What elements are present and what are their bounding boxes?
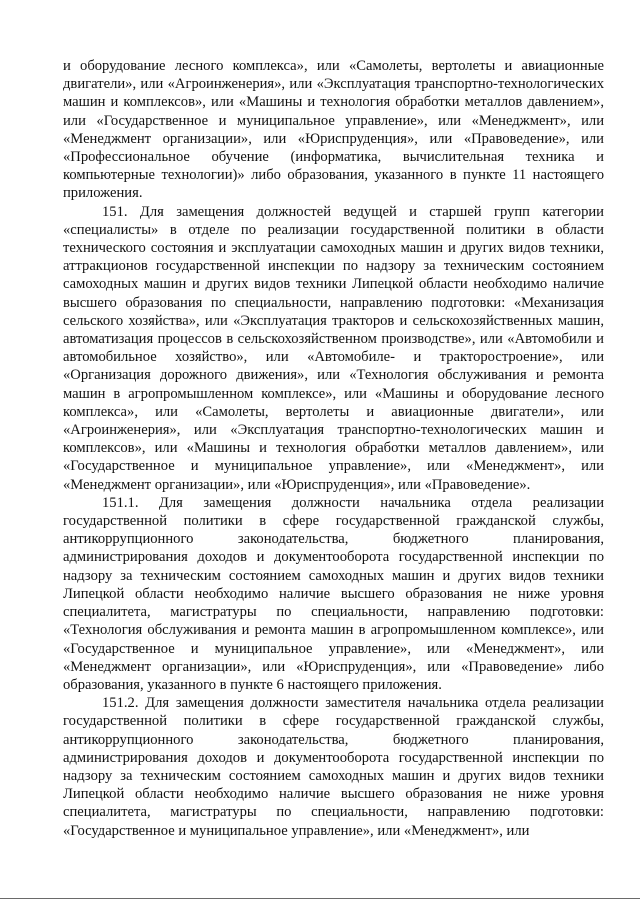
document-page: [63, 57, 604, 840]
paragraph-item-151: 151. Для замещения должностей ведущей и старшей групп категории «специалисты» в отделе по реализации государственной политики в области технического состояния и эксплуатации самоходных машин и других видов техники, аттракционов государственной инспекции по надзору за техническим состоянием самоходных машин и других видов техники Липецкой области необходимо наличие высшего образования по специальности, направлению подготовки: «Механизация сельского хозяйства», или «Эксплуатация тракторов и сельскохозяйственных машин, автоматизация процессов в сельскохозяйственном производстве», или «Автомобили и автомобильное хозяйство», или «Автомобиле- и тракторостроение», или «Организация дорожного движения», или «Технология обслуживания и ремонта машин в агропромышленном комплексе», или «Машины и оборудование лесного комплекса», или «Самолеты, вертолеты и авиационные двигатели», или «Агроинженерия», или «Эксплуатация транспортно-технологических машин и комплексов», или «Машины и технология обработки металлов давлением», или «Государственное и муниципальное управление», или «Менеджмент», или «Менеджмент организации», или «Юриспруденция», или «Правоведение».: [63, 203, 604, 493]
paragraph-item-151-1: 151.1. Для замещения должности начальника отдела реализации государственной политики в сфере государственной гражданской службы, антикоррупционного законодательства, бюджетного планирования, администрирования доходов и документооборота государственной инспекции по надзору за техническим состоянием самоходных машин и других видов техники Липецкой области необходимо наличие высшего образования не ниже уровня специалитета, магистратуры по специальности, направлению подготовки: «Технология обслуживания и ремонта машин в агропромышленном комплексе», или «Государственное и муниципальное управление», или «Менеджмент», или «Менеджмент организации», или «Юриспруденция», или «Правоведение» либо образования, указанного в пункте 6 настоящего приложения.: [63, 494, 604, 693]
paragraph-continuation: и оборудование лесного комплекса», или «Самолеты, вертолеты и авиационные двигатели», или «Агроинженерия», или «Эксплуатация транспортно-технологических машин и комплексов», или «Машины и технология обработки металлов давлением», или «Государственное и муниципальное управление», или «Менеджмент», или «Менеджмент организации», или «Юриспруденция», или «Правоведение», или «Профессиональное обучение (информатика, вычислительная техника и компьютерные технологии)» либо образования, указанного в пункте 11 настоящего приложения.: [63, 58, 604, 202]
paragraph-item-151-2: 151.2. Для замещения должности заместителя начальника отдела реализации государственной политики в сфере государственной гражданской службы, антикоррупционного законодательства, бюджетного планирования, администрирования доходов и документооборота государственной инспекции по надзору за техническим состоянием самоходных машин и других видов техники Липецкой области необходимо наличие высшего образования не ниже уровня специалитета, магистратуры по специальности, направлению подготовки: «Государственное и муниципальное управление», или «Менеджмент», или: [63, 695, 604, 839]
page-bottom-divider: [0, 898, 640, 899]
